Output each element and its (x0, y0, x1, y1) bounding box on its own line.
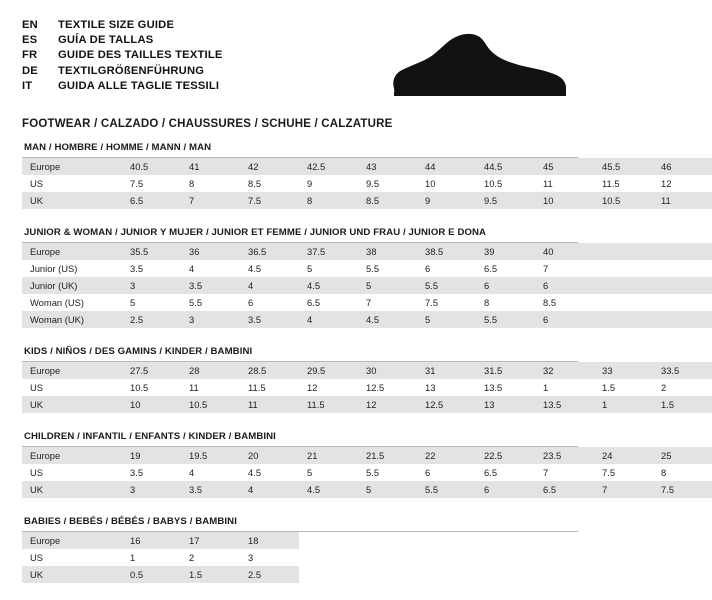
cell: 5.5 (417, 481, 476, 498)
cell: 5 (130, 297, 136, 308)
size-table-children (22, 447, 712, 498)
cell: 6 (425, 263, 431, 274)
table-row (22, 311, 712, 328)
cell: 7.5 (425, 297, 439, 308)
cell: 35.5 (122, 243, 181, 260)
cell: 28 (181, 362, 240, 379)
cell: 18 (240, 532, 299, 549)
cell: 4 (189, 467, 195, 478)
group-title: KIDS / NIÑOS / DES GAMINS / KINDER / BAMBINI (24, 346, 253, 357)
cell: 9.5 (366, 178, 380, 189)
cell: 41 (181, 158, 240, 175)
cell: 8.5 (248, 178, 262, 189)
cell: 10.5 (181, 396, 240, 413)
group-title: CHILDREN / INFANTIL / ENFANTS / KINDER / BAMBINI (24, 431, 276, 442)
cell: 7 (594, 481, 653, 498)
cell: 42.5 (299, 158, 358, 175)
cell: 4 (189, 263, 195, 274)
table-row (22, 260, 712, 277)
cell: 1 (543, 382, 549, 393)
cell: 24 (594, 447, 653, 464)
cell: 3 (122, 481, 181, 498)
cell: 1 (594, 396, 653, 413)
cell: 6 (425, 467, 431, 478)
cell: 12 (307, 382, 318, 393)
table-row (22, 464, 712, 481)
cell-empty (299, 566, 578, 583)
cell: 19.5 (181, 447, 240, 464)
cell: 3.5 (181, 277, 240, 294)
cell: 5.5 (476, 311, 535, 328)
cell: 6 (535, 311, 594, 328)
row-label: Europe (22, 447, 122, 464)
row-label: Europe (22, 532, 122, 549)
cell: 10 (535, 192, 594, 209)
size-table-body (22, 362, 712, 413)
cell: 11 (189, 382, 199, 393)
cell: 3.5 (181, 481, 240, 498)
cell (653, 294, 712, 311)
cell: 6 (248, 297, 254, 308)
cell: 21 (299, 447, 358, 464)
group-title: JUNIOR & WOMAN / JUNIOR Y MUJER / JUNIOR ET FEMME / JUNIOR UND FRAU / JUNIOR E DONA (24, 227, 487, 238)
cell: 36.5 (240, 243, 299, 260)
cell: 11.5 (248, 382, 266, 393)
cell: 2.5 (122, 311, 181, 328)
cell: 33.5 (653, 362, 712, 379)
cell: 22 (417, 447, 476, 464)
cell: 10 (425, 178, 436, 189)
cell: 5 (307, 263, 313, 274)
table-row (22, 294, 712, 311)
cell: 46 (653, 158, 712, 175)
cell: 4.5 (248, 467, 262, 478)
cell: 2 (661, 382, 667, 393)
cell: 30 (358, 362, 417, 379)
cell: 3 (122, 277, 181, 294)
cell: 3 (248, 552, 254, 563)
table-row (22, 158, 712, 175)
cell: 6.5 (122, 192, 181, 209)
cell: 7.5 (240, 192, 299, 209)
row-label: Europe (22, 362, 122, 379)
cell: 5 (358, 481, 417, 498)
cell: 8 (661, 467, 667, 478)
language-row (22, 64, 223, 79)
cell: 13.5 (484, 382, 503, 393)
language-row (22, 79, 223, 94)
cell-empty (299, 549, 578, 566)
language-title-list-body (22, 18, 223, 94)
cell: 8.5 (358, 192, 417, 209)
cell: 9.5 (476, 192, 535, 209)
cell: 4 (299, 311, 358, 328)
cell (653, 260, 712, 277)
cell: 5 (417, 311, 476, 328)
cell: 8 (484, 297, 490, 308)
cell: 3.5 (240, 311, 299, 328)
cell: 5 (307, 467, 313, 478)
cell (653, 243, 712, 260)
cell: 5 (358, 277, 417, 294)
cell: 45.5 (594, 158, 653, 175)
cell: 6.5 (307, 297, 321, 308)
cell: 7 (181, 192, 240, 209)
cell: 25 (653, 447, 712, 464)
table-row (22, 243, 712, 260)
language-code: ES (22, 34, 38, 47)
cell: 4 (240, 277, 299, 294)
table-row (22, 447, 712, 464)
cell: 10 (122, 396, 181, 413)
row-label: UK (22, 192, 122, 209)
cell: 9 (307, 178, 313, 189)
group-kids (22, 346, 680, 413)
language-title: GUIDA ALLE TAGLIE TESSILI (58, 79, 220, 92)
cell: 11 (653, 192, 712, 209)
cell: 10.5 (484, 178, 503, 189)
cell: 7 (543, 467, 549, 478)
row-label: US (30, 382, 44, 393)
cell: 6.5 (535, 481, 594, 498)
cell: 29.5 (299, 362, 358, 379)
table-row (22, 566, 578, 583)
cell: 9 (417, 192, 476, 209)
cell: 11.5 (299, 396, 358, 413)
table-row (22, 192, 712, 209)
cell: 4.5 (299, 277, 358, 294)
cell: 4.5 (248, 263, 262, 274)
cell: 32 (535, 362, 594, 379)
row-label: UK (22, 481, 122, 498)
cell: 5.5 (366, 263, 380, 274)
language-title-list (22, 18, 223, 94)
cell: 7 (543, 263, 549, 274)
language-code: FR (22, 49, 38, 62)
cell: 44.5 (476, 158, 535, 175)
language-row (22, 33, 223, 48)
cell: 11.5 (602, 178, 620, 189)
cell: 43 (358, 158, 417, 175)
cell: 20 (240, 447, 299, 464)
cell: 12 (661, 178, 672, 189)
cell: 2 (189, 552, 195, 563)
table-row (22, 549, 578, 566)
cell: 38 (358, 243, 417, 260)
row-label: Junior (US) (30, 263, 78, 274)
cell: 11 (240, 396, 299, 413)
cell: 31 (417, 362, 476, 379)
table-row (22, 362, 712, 379)
cell: 31.5 (476, 362, 535, 379)
cell: 6 (476, 481, 535, 498)
cell: 39 (476, 243, 535, 260)
size-table-body (22, 532, 578, 583)
cell (653, 277, 712, 294)
cell: 17 (181, 532, 240, 549)
row-label: US (30, 467, 44, 478)
language-row (22, 18, 223, 33)
row-label: UK (22, 566, 122, 583)
cell: 8 (189, 178, 195, 189)
table-row (22, 175, 712, 192)
cell: 13 (476, 396, 535, 413)
cell: 19 (122, 447, 181, 464)
language-code: IT (22, 79, 33, 92)
language-code: DE (22, 64, 38, 77)
language-title: TEXTILE SIZE GUIDE (58, 19, 175, 31)
cell: 4.5 (358, 311, 417, 328)
cell: 7.5 (130, 178, 144, 189)
cell: 10.5 (130, 382, 149, 393)
row-label: Europe (22, 243, 122, 260)
cell: 0.5 (122, 566, 181, 583)
cell: 27.5 (122, 362, 181, 379)
language-title: GUÍA DE TALLAS (58, 34, 154, 47)
cell: 1 (130, 552, 136, 563)
table-row (22, 532, 578, 549)
row-label: Europe (22, 158, 122, 175)
cell (653, 311, 712, 328)
cell: 36 (181, 243, 240, 260)
cell: 38.5 (417, 243, 476, 260)
cell: 6 (535, 277, 594, 294)
table-row (22, 379, 712, 396)
size-table-body (22, 243, 712, 328)
row-label: US (30, 552, 44, 563)
cell: 28.5 (240, 362, 299, 379)
group-babies (22, 516, 578, 583)
cell: 1.5 (653, 396, 712, 413)
cell: 8 (299, 192, 358, 209)
document-header (22, 18, 578, 104)
size-table-babies (22, 532, 578, 583)
cell: 21.5 (358, 447, 417, 464)
cell: 4 (240, 481, 299, 498)
cell: 5.5 (417, 277, 476, 294)
cell: 8.5 (543, 297, 557, 308)
cell: 6.5 (484, 263, 498, 274)
cell: 12 (358, 396, 417, 413)
cell: 7 (366, 297, 372, 308)
cell: 23.5 (535, 447, 594, 464)
group-children (22, 431, 675, 498)
group-junior-woman (22, 227, 578, 328)
language-title: TEXTILGRÖßENFÜHRUNG (58, 64, 205, 77)
cell: 1.5 (602, 382, 616, 393)
dress-shoe-icon (382, 26, 572, 104)
cell: 42 (240, 158, 299, 175)
table-row (22, 396, 712, 413)
size-table-junior-woman (22, 243, 712, 328)
cell (594, 311, 653, 328)
cell: 1.5 (181, 566, 240, 583)
cell: 40.5 (122, 158, 181, 175)
group-title: MAN / HOMBRE / HOMME / MANN / MAN (24, 142, 212, 153)
cell: 45 (535, 158, 594, 175)
language-row (22, 48, 223, 63)
group-man (22, 142, 672, 209)
cell: 40 (535, 243, 594, 260)
cell: 3 (181, 311, 240, 328)
cell (594, 260, 653, 277)
cell: 3.5 (130, 467, 144, 478)
size-table-man (22, 158, 712, 209)
size-table-body (22, 158, 712, 209)
cell: 6.5 (484, 467, 498, 478)
cell: 6 (476, 277, 535, 294)
size-table-body (22, 447, 712, 498)
cell (594, 277, 653, 294)
cell (594, 243, 653, 260)
cell: 3.5 (130, 263, 144, 274)
cell: 2.5 (240, 566, 299, 583)
cell: 22.5 (476, 447, 535, 464)
cell: 16 (122, 532, 181, 549)
cell: 5.5 (366, 467, 380, 478)
table-row (22, 277, 712, 294)
page-title: FOOTWEAR / CALZADO / CHAUSSURES / SCHUHE / CALZATURE (22, 118, 393, 130)
cell: 5.5 (189, 297, 203, 308)
cell: 11 (543, 178, 553, 189)
table-row (22, 481, 712, 498)
cell: 7.5 (602, 467, 616, 478)
row-label: Junior (UK) (22, 277, 122, 294)
cell: 44 (417, 158, 476, 175)
row-label: US (30, 178, 44, 189)
cell: 12.5 (417, 396, 476, 413)
size-table-kids (22, 362, 712, 413)
cell: 13.5 (535, 396, 594, 413)
language-code: EN (22, 19, 38, 31)
row-label: Woman (US) (30, 297, 85, 308)
cell: 10.5 (594, 192, 653, 209)
cell: 7.5 (653, 481, 712, 498)
cell (594, 294, 653, 311)
group-title: BABIES / BEBÉS / BÉBÉS / BABYS / BAMBINI (24, 516, 237, 527)
language-title: GUIDE DES TAILLES TEXTILE (58, 49, 223, 62)
row-label: Woman (UK) (22, 311, 122, 328)
row-label: UK (22, 396, 122, 413)
cell: 37.5 (299, 243, 358, 260)
cell: 33 (594, 362, 653, 379)
cell: 12.5 (366, 382, 385, 393)
cell: 4.5 (299, 481, 358, 498)
cell-empty (299, 532, 578, 549)
cell: 13 (425, 382, 436, 393)
